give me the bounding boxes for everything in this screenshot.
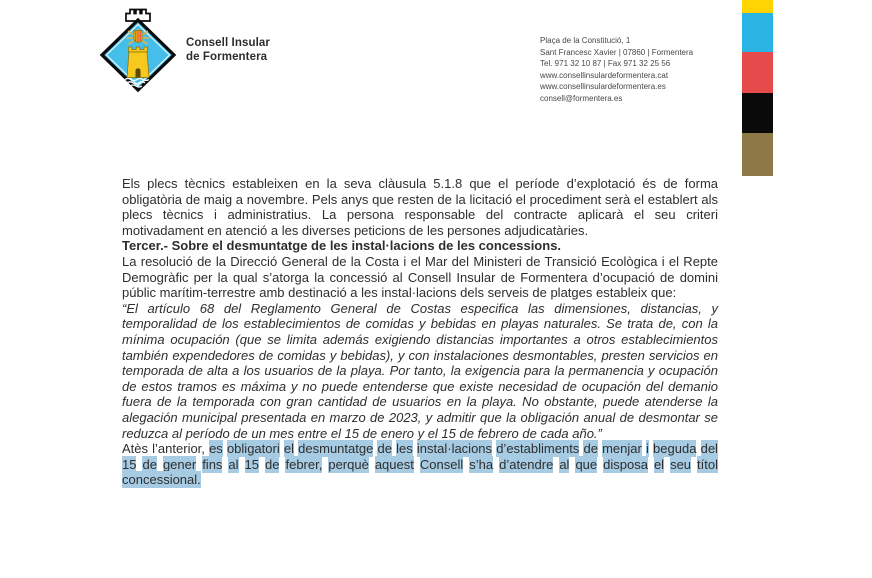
- color-bar-segment-olive: [742, 133, 773, 176]
- contact-address-line2: Sant Francesc Xavier | 07860 | Formentera: [540, 47, 694, 57]
- contact-phone-fax: Tel. 971 32 10 87 | Fax 971 32 25 56: [540, 59, 671, 69]
- highlighted-word: que: [575, 456, 598, 472]
- highlighted-word: al: [559, 456, 570, 472]
- highlighted-word: instal·lacions: [416, 441, 493, 457]
- highlighted-word: menjar: [602, 441, 642, 457]
- highlighted-word: obligatori: [226, 441, 280, 457]
- contact-website-es: www.consellinsulardeformentera.es: [540, 82, 666, 92]
- highlighted-word: les: [396, 441, 413, 457]
- highlighted-word: seu: [670, 456, 692, 472]
- legal-quote-articulo-68: “El artículo 68 del Reglamento General de Costas especifica las dimensiones, distancias, y temporalidad de los establecimientos de comidas y bebidas en playas naturales. Se trata de, con la mínima ocupación (que se limita además exigiendo distancias importantes a otros establecimientos también expendedores de comidas y bebidas), y con instalaciones desmontables, presten servicios en temporada de alta a los usuarios de la playa. Por tanto, la exigencia para la permanencia y ocupación de estos tramos es máxima y no puede entenderse que existe necesidad de ocupación del demanio fuera de la temporada con gran cantidad de usuarios en la playa. No obstante, puede atenderse la alegación municipal presentada en marzo de 2023, y admitir que la obligación anual de desmontar se reduzca al período de un mes entre el 15 de enero y el 15 de febrero de cada año.”: [122, 300, 718, 441]
- formentera-coat-of-arms-icon: [99, 5, 177, 93]
- highlighted-word: d’atendre: [499, 456, 554, 472]
- contact-email: consell@formentera.es: [540, 93, 623, 103]
- highlighted-word: concessional.: [122, 472, 201, 488]
- highlighted-word: perquè: [328, 456, 369, 472]
- highlighted-word: de: [377, 441, 392, 457]
- contact-block: [540, 35, 740, 105]
- highlighted-word: s’ha: [469, 456, 494, 472]
- paragraph-plecs-tecnics: Els plecs tècnics estableixen en la seva clàusula 5.1.8 que el període d’explotació és de forma obligatòria de maig a novembre. Pels anys que resten de la licitació el procediment serà el establert als plecs tècnics i administratius. La persona responsable del contracte aplicarà el seu criteri motivadament en atenció a les diverses peticions de les persones adjudicatàries.: [122, 176, 718, 238]
- highlighted-word: gener: [162, 456, 197, 472]
- contact-website-cat: www.consellinsulardeformentera.cat: [540, 70, 669, 80]
- brand-color-bar: [742, 0, 773, 176]
- org-name: [186, 37, 270, 64]
- highlighted-word: títol: [697, 456, 719, 472]
- document-body: [122, 176, 718, 488]
- highlighted-word: Consell: [419, 456, 464, 472]
- section-heading-tercer: Tercer.- Sobre el desmuntatge de les instal·lacions de les concessions.: [122, 238, 562, 254]
- color-bar-segment-yellow: [742, 0, 773, 13]
- color-bar-segment-red: [742, 52, 773, 93]
- contact-address-line1: Plaça de la Constitució, 1: [540, 36, 631, 45]
- highlighted-word: fins: [202, 456, 223, 472]
- highlighted-word: beguda: [653, 441, 697, 457]
- org-name-line-2: de Formentera: [186, 50, 268, 63]
- highlighted-word: de: [265, 456, 280, 472]
- highlighted-word: de: [583, 441, 598, 457]
- highlighted-word: disposa: [603, 456, 648, 472]
- highlighted-word: i: [646, 441, 649, 457]
- highlighted-word: desmuntatge: [298, 441, 374, 457]
- highlighted-word: es: [209, 441, 223, 457]
- highlighted-word: de: [142, 456, 157, 472]
- highlighted-word: 15: [122, 456, 137, 472]
- highlighted-word: febrer,: [285, 456, 323, 472]
- highlighted-word: al: [228, 456, 239, 472]
- color-bar-segment-black: [742, 93, 773, 133]
- paragraph-resolucio: La resolució de la Direcció General de la Costa i el Mar del Ministeri de Transició Ecològica i el Repte Demogràfic per la qual s’atorga la concessió al Consell Insular de Formentera d’ocupació de domini públic marítim-terrestre amb destinació a les instal·lacions dels serveis de platges estableix que:: [122, 253, 718, 301]
- highlighted-word: 15: [244, 456, 260, 472]
- color-bar-segment-blue: [742, 13, 773, 52]
- org-name-line-1: Consell Insular: [186, 37, 270, 49]
- highlighted-word: aquest: [374, 456, 414, 472]
- highlighted-word: del: [700, 441, 718, 457]
- highlighted-word: el: [653, 456, 665, 472]
- highlighted-word: el: [283, 441, 294, 457]
- highlighted-word: d’establiments: [496, 441, 580, 457]
- final-paragraph: Atès l’anterior, es obligatori el desmuntatge de les instal·lacions d’establiments de menjar i beguda del 15 de gener fins al 15 de febrer, perquè aquest Consell s’ha d’atendre al que disposa el seu títol concessional.: [122, 441, 719, 488]
